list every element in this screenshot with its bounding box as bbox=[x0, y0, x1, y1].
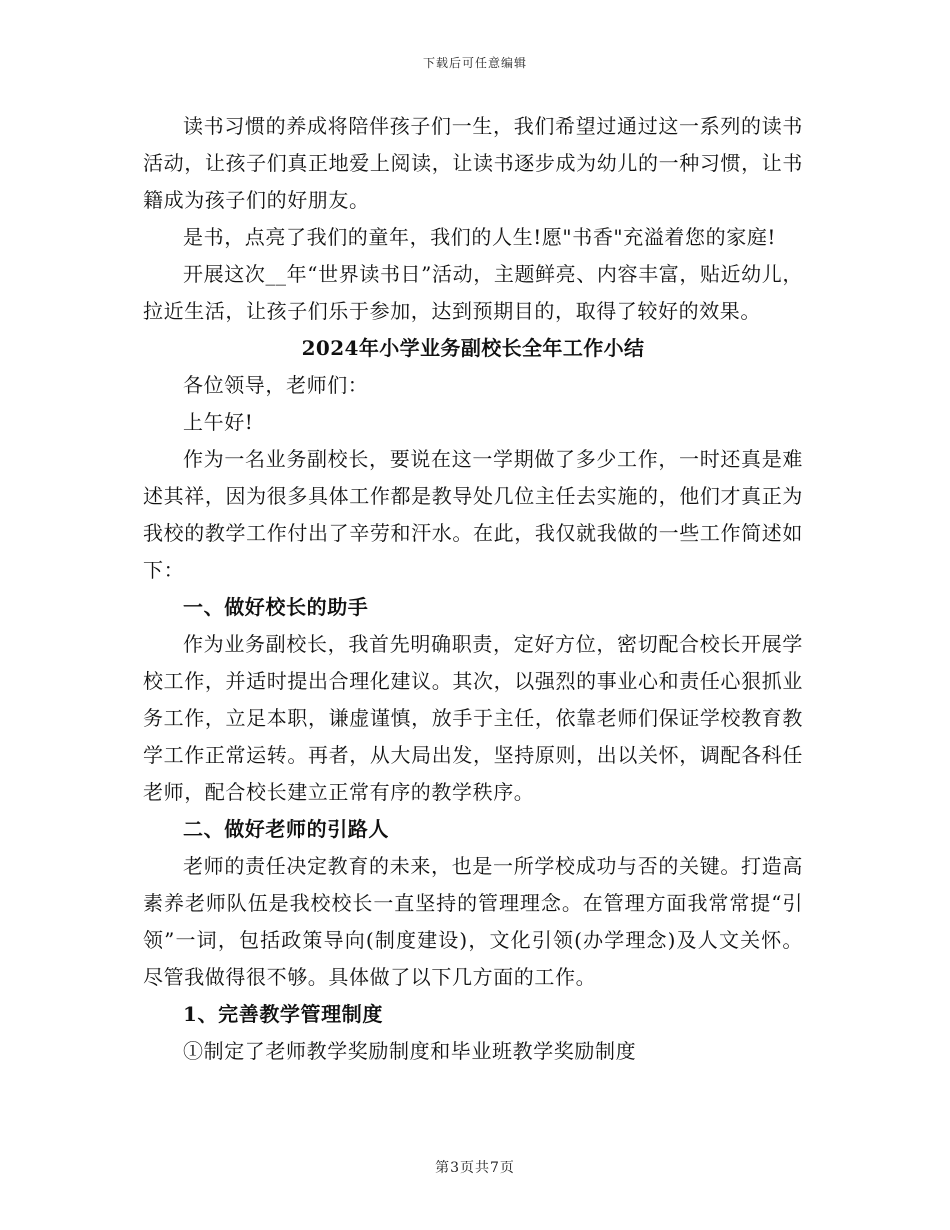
paragraph-reading-habits: 读书习惯的养成将陪伴孩子们一生，我们希望过通过这一系列的读书活动，让孩子们真正地爱上阅读，让读书逐步成为幼儿的一种习惯，让书籍成为孩子们的好朋友。 bbox=[143, 114, 803, 212]
paragraph-book-light: 是书，点亮了我们的童年，我们的人生!愿"书香"充溢着您的家庭! bbox=[183, 225, 777, 249]
paragraph-reading-day: 开展这次__年“世界读书日”活动，主题鲜亮、内容丰富，贴近幼儿，拉近生活，让孩子们乐于参加，达到预期目的，取得了较好的效果。 bbox=[143, 262, 803, 323]
paragraph-assistant: 作为业务副校长，我首先明确职责，定好方位，密切配合校长开展学校工作，并适时提出合理化建议。其次，以强烈的事业心和责任心狠抓业务工作，立足本职，谦虚谨慎，放手于主任，依靠老师们保证学校教育教学工作正常运转。再者，从大局出发，坚持原则，出以关怀，调配各科任老师，配合校长建立正常有序的教学秩序。 bbox=[143, 632, 803, 804]
list-item-reward-system: ①制定了老师教学奖励制度和毕业班教学奖励制度 bbox=[183, 1039, 637, 1063]
document-body bbox=[143, 108, 803, 1070]
section-heading-assistant: 一、做好校长的助手 bbox=[183, 595, 369, 619]
page-number: 第3页共7页 bbox=[435, 1160, 515, 1176]
paragraph-guide: 老师的责任决定教育的未来，也是一所学校成功与否的关键。打造高素养老师队伍是我校校长一直坚持的管理理念。在管理方面我常常提“引领”一词，包括政策导向(制度建设)，文化引领(办学理念)及人文关怀。尽管我做得很不够。具体做了以下几方面的工作。 bbox=[143, 854, 803, 989]
greeting-line: 各位领导，老师们： bbox=[183, 373, 369, 397]
salute-line: 上午好! bbox=[183, 410, 254, 434]
section-heading-guide: 二、做好老师的引路人 bbox=[183, 817, 389, 841]
header-note: 下载后可任意编辑 bbox=[422, 56, 527, 70]
document-title: 2024年小学业务副校长全年工作小结 bbox=[301, 336, 645, 360]
paragraph-introduction: 作为一名业务副校长，要说在这一学期做了多少工作，一时还真是难述其祥，因为很多具体工作都是教导处几位主任去实施的，他们才真正为我校的教学工作付出了辛劳和汗水。在此，我仅就我做的一些工作简述如下： bbox=[143, 447, 803, 582]
subsection-heading-management: 1、完善教学管理制度 bbox=[183, 1002, 383, 1026]
